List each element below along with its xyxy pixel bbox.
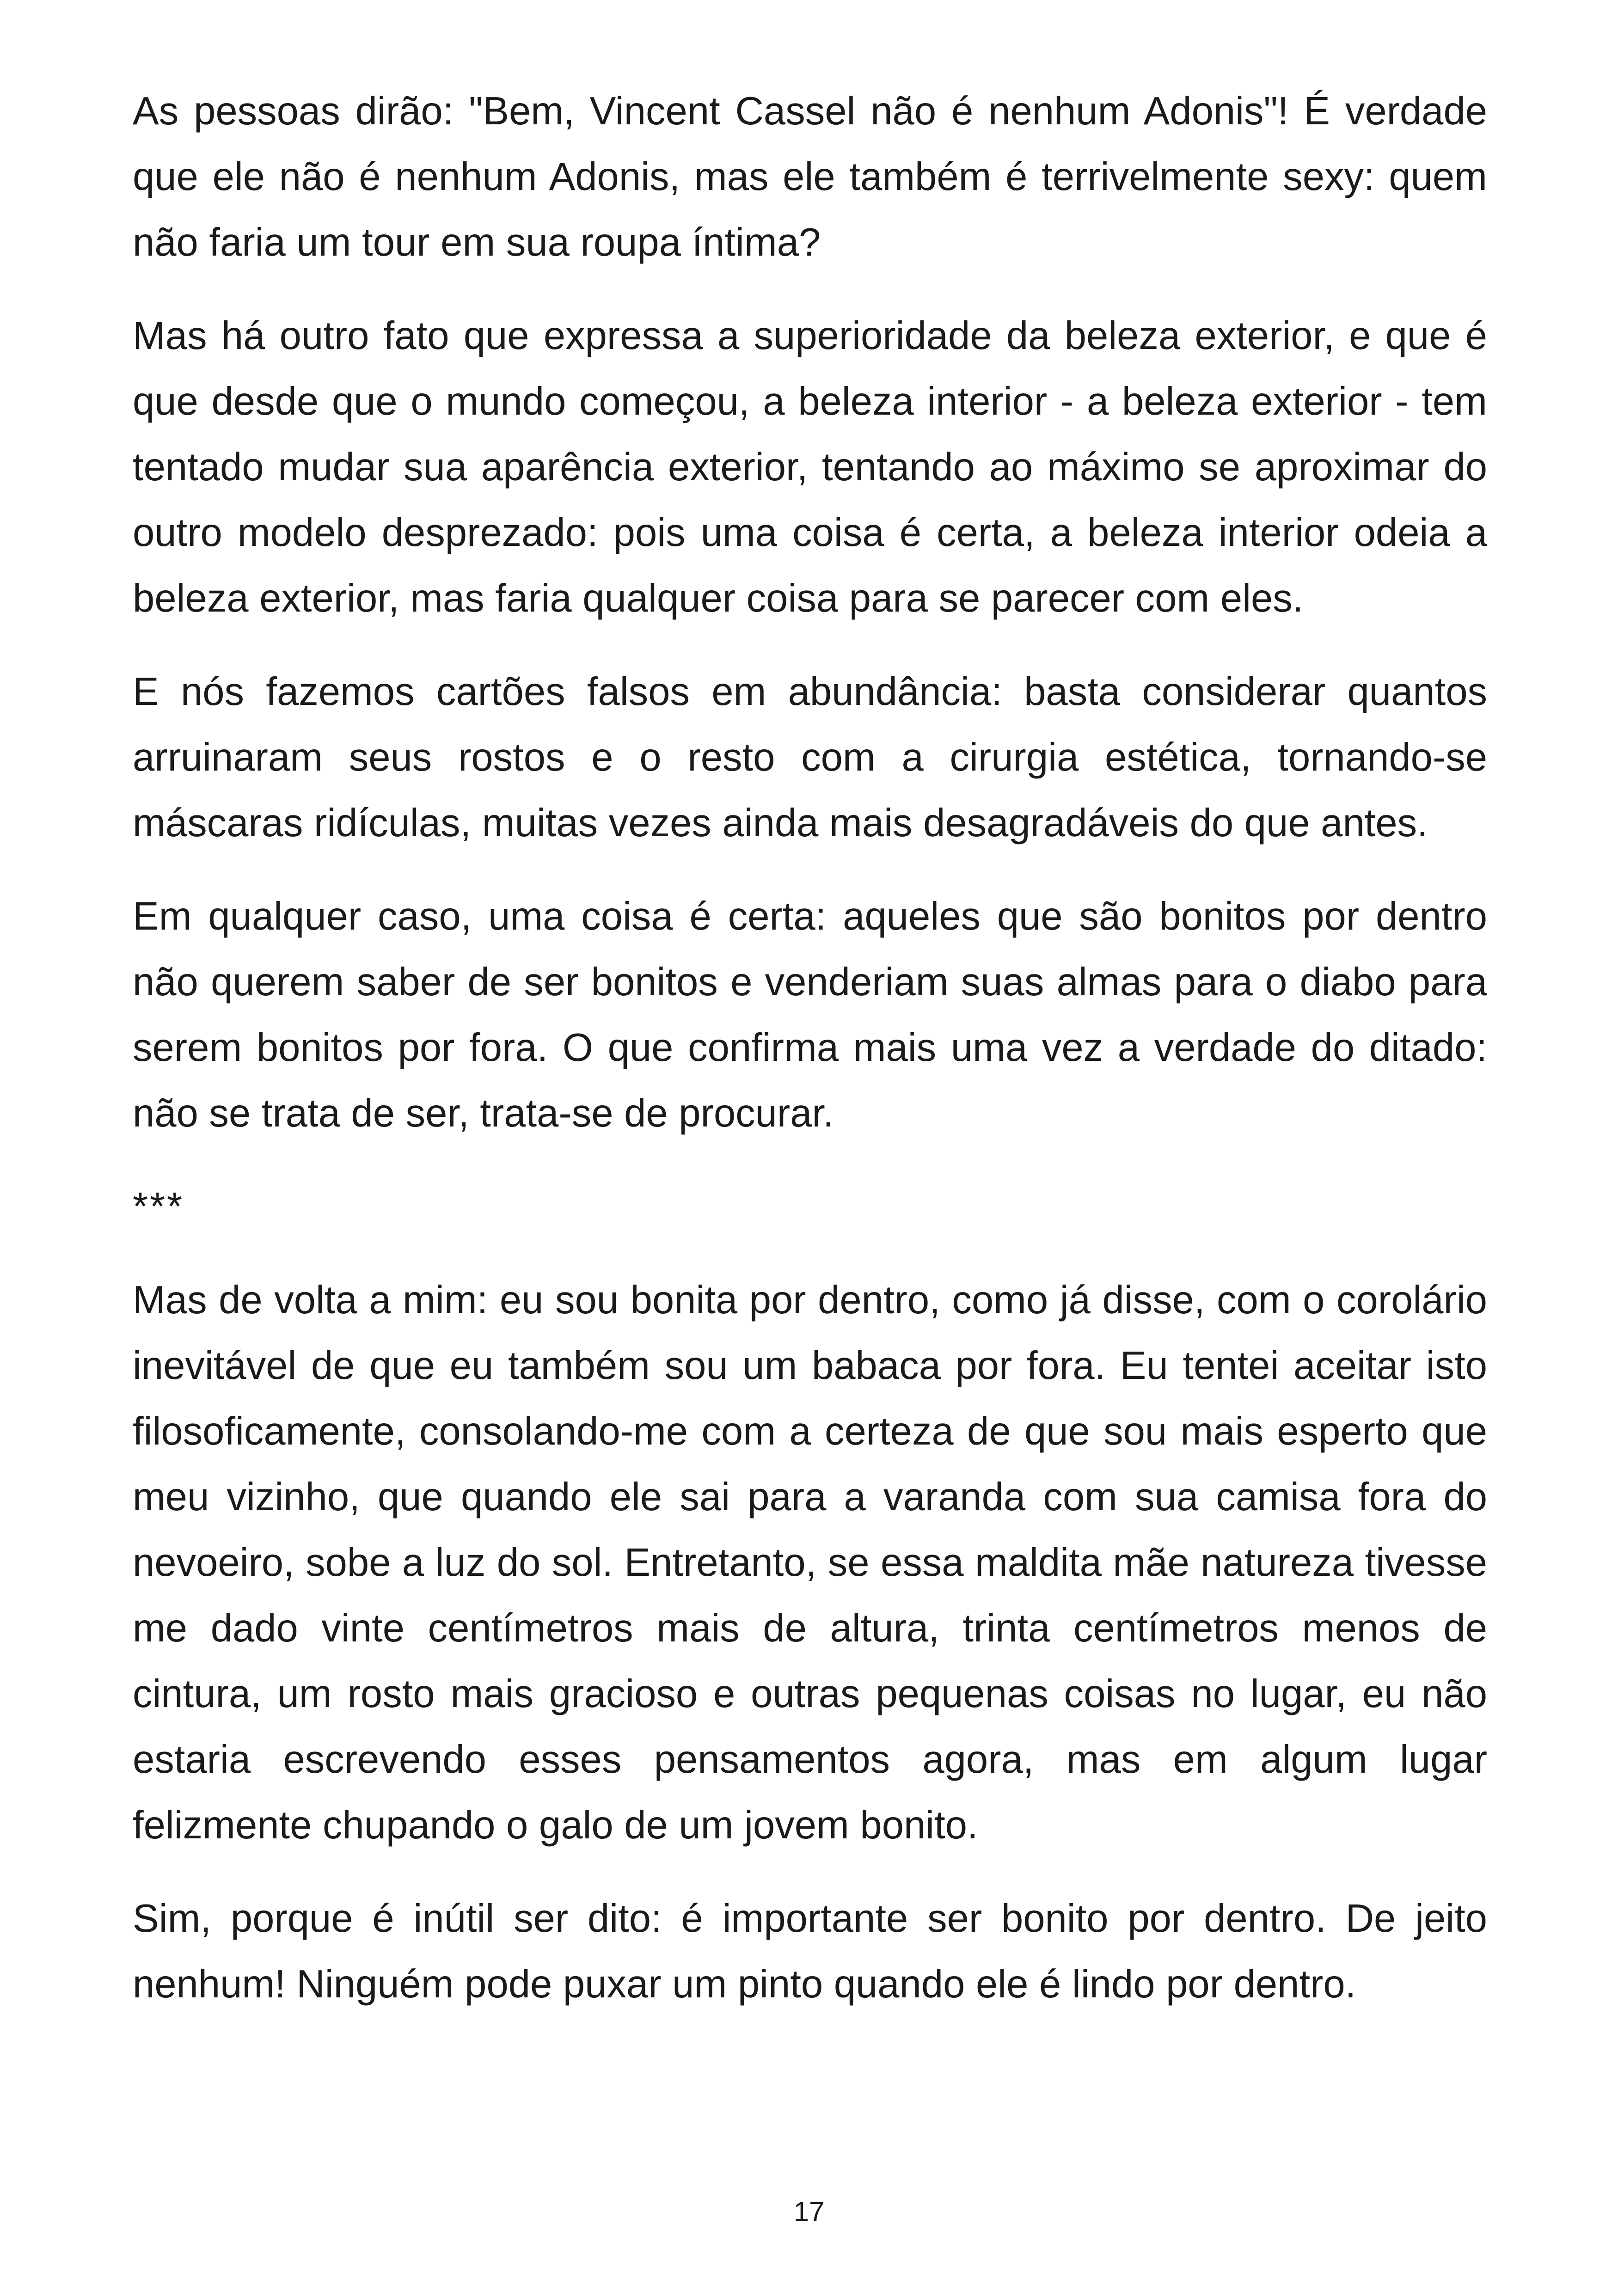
page-number: 17	[793, 2196, 825, 2227]
paragraph-2: Mas há outro fato que expressa a superioridade da beleza exterior, e que é que desde que o mundo começou, a beleza interior - a beleza exterior - tem tentado mudar sua aparência exterior, tentando ao máximo se aproximar do outro modelo desprezado: pois uma coisa é certa, a beleza interior odeia a beleza exterior, mas faria qualquer coisa para se parecer com eles.	[133, 314, 1487, 620]
paragraph-1: As pessoas dirão: "Bem, Vincent Cassel não é nenhum Adonis"! É verdade que ele não é nenhum Adonis, mas ele também é terrivelmente sexy: quem não faria um tour em sua roupa íntima?	[133, 89, 1487, 264]
paragraph-4: Em qualquer caso, uma coisa é certa: aqueles que são bonitos por dentro não querem saber de ser bonitos e venderiam suas almas para o diabo para serem bonitos por fora. O que confirma mais uma vez a verdade do ditado: não se trata de ser, trata-se de procurar.	[133, 894, 1487, 1135]
section-separator: ***	[133, 1185, 184, 1229]
paragraph-6: Sim, porque é inútil ser dito: é importante ser bonito por dentro. De jeito nenhum! Ninguém pode puxar um pinto quando ele é lindo por dentro.	[133, 1897, 1487, 2006]
paragraph-5: Mas de volta a mim: eu sou bonita por dentro, como já disse, com o corolário inevitável de que eu também sou um babaca por fora. Eu tentei aceitar isto filosoficamente, consolando-me com a certeza de que sou mais esperto que meu vizinho, que quando ele sai para a varanda com sua camisa fora do nevoeiro, sobe a luz do sol. Entretanto, se essa maldita mãe natureza tivesse me dado vinte centímetros mais de altura, trinta centímetros menos de cintura, um rosto mais gracioso e outras pequenas coisas no lugar, eu não estaria escrevendo esses pensamentos agora, mas em algum lugar felizmente chupando o galo de um jovem bonito.	[133, 1278, 1487, 1847]
document-body	[133, 79, 1487, 2045]
paragraph-3: E nós fazemos cartões falsos em abundância: basta considerar quantos arruinaram seus rostos e o resto com a cirurgia estética, tornando-se máscaras ridículas, muitas vezes ainda mais desagradáveis do que antes.	[133, 670, 1487, 845]
